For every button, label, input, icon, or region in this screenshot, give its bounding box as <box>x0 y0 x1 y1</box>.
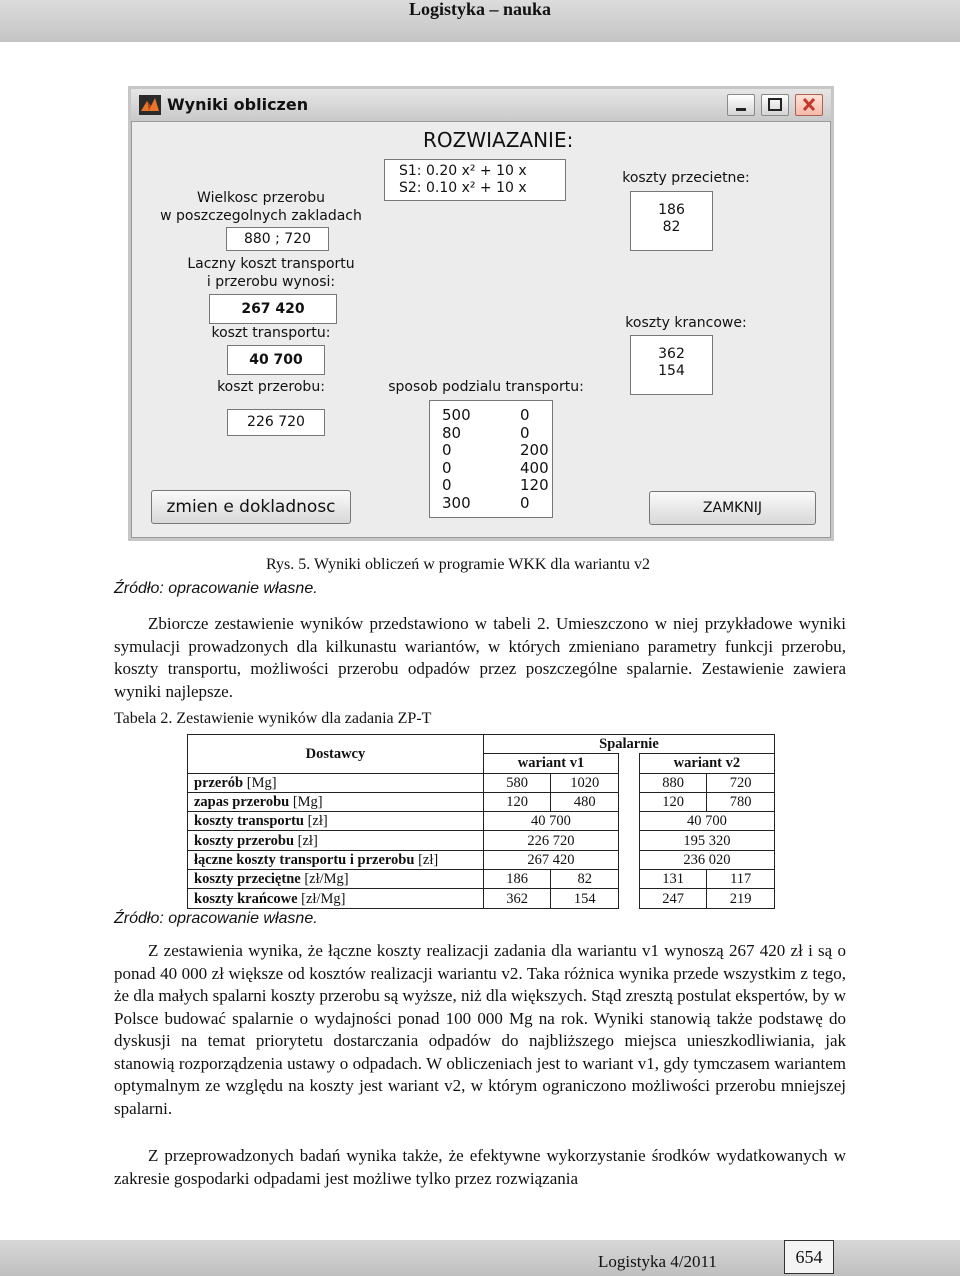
distribution-box <box>429 400 553 518</box>
volume-label-2: w poszczegolnych zakladach <box>160 208 362 224</box>
processing-label: koszt przerobu: <box>217 379 325 395</box>
row-label <box>188 812 484 831</box>
row-label-unit: [Mg] <box>289 794 323 811</box>
row-label-unit: [zł/Mg] <box>297 890 346 907</box>
running-header-title: Logistyka – nauka <box>408 0 552 19</box>
row-label-bold: przerób <box>194 774 244 791</box>
table-gap <box>619 831 640 850</box>
dist-cell: 0 <box>442 476 452 494</box>
total-label-2: i przerobu wynosi: <box>206 274 336 290</box>
cell: 580 <box>483 773 550 792</box>
paragraph-3: Z przeprowadzonych badań wynika także, że efektywne wykorzystanie środków wydatkowanych w zakresie gospodarki odpadami jest możliwe tylko przez rozwiązania <box>114 1146 846 1188</box>
row-label <box>188 773 484 792</box>
row-label-bold: koszty przeciętne <box>194 871 301 888</box>
avg-cost-box <box>630 191 713 251</box>
dist-cell: 80 <box>442 423 462 442</box>
figure-source: Źródło: opracowanie własne. <box>114 580 318 597</box>
row-label <box>188 850 484 869</box>
maximize-button[interactable] <box>761 94 789 116</box>
marginal-cost-box <box>630 335 713 395</box>
minimize-icon <box>728 95 754 115</box>
dist-cell: 0 <box>442 458 452 477</box>
dist-cell: 0 <box>520 406 530 424</box>
table-gap <box>619 792 640 811</box>
table-gap <box>619 870 640 889</box>
window-titlebar <box>131 89 831 122</box>
dist-cell: 0 <box>442 441 452 459</box>
row-label-bold: koszty przerobu <box>194 832 295 849</box>
cell: 1020 <box>551 773 619 792</box>
table-title: Tabela 2. Zestawienie wyników dla zadania ZP-T <box>114 710 432 727</box>
close-button[interactable]: ZAMKNIJ <box>649 491 816 525</box>
dist-cell: 500 <box>442 406 471 424</box>
row-label-bold: koszty krańcowe <box>194 890 298 907</box>
processing-value-box: 226 720 <box>227 409 325 436</box>
dist-cell: 400 <box>520 458 549 477</box>
cell: 720 <box>707 773 775 792</box>
table-gap <box>619 812 640 831</box>
paragraph-1: Zbiorcze zestawienie wyników przedstawiono w tabeli 2. Umieszczono w niej przykładowe wyniki symulacji prowadzonych dla kilkunastu wariantów, w których zmieniano parametry funkcji przerobu, koszty transportu, możliwości przerobu odpadów przez poszczególne spalarnie. Zestawienie zawiera wyniki najlepsze. <box>114 614 846 701</box>
cell: 880 <box>639 773 707 792</box>
distribution-grid <box>442 407 552 512</box>
minimize-button[interactable] <box>727 94 755 116</box>
table-gap <box>619 889 640 908</box>
table-source: Źródło: opracowanie własne. <box>114 910 318 927</box>
page-number: 654 <box>784 1240 834 1274</box>
row-label-unit: [zł] <box>303 813 328 830</box>
row-label <box>188 889 484 908</box>
dist-cell: 0 <box>520 493 530 512</box>
window-title: Wyniki obliczen <box>167 95 309 114</box>
paragraph-2: Z zestawienia wynika, że łączne koszty realizacji zadania dla wariantu v1 wynoszą 267 420 zł i są o ponad 40 000 zł większe od kosztów realizacji wariantu v2. Taka różnica wynika przede wszystkim z tego, że dla małych spalarni koszty przerobu są wyższe, niż dla większych. Stąd zresztą postulat ekspertów, by w Polsce budować spalarnie o wydajności ponad 100 000 Mg na rok. Wyniki stanowią także podstawę do dyskusji na temat priorytetu dostarczania odpadów do najbliższego miejsca unieszkodliwiania, jak stanowią rozporządzenia ustawy o odpadach. W obliczeniach jest to wariant v1, gdy tymczasem wariantem optymalnym ze względu na koszty jest wariant v2, w którym ograniczono możliwości przerobu mniejszej spalarni. <box>114 941 847 1118</box>
avg-cost-value-1: 186 <box>658 202 685 218</box>
header-suppliers: Dostawcy <box>188 735 484 774</box>
cell: 154 <box>551 889 619 908</box>
matlab-app-icon <box>139 95 161 115</box>
dist-cell: 200 <box>520 441 549 459</box>
cell: 362 <box>483 889 550 908</box>
change-accuracy-button[interactable]: zmien e dokladnosc <box>151 490 351 524</box>
table-row <box>188 792 775 811</box>
cell: 186 <box>483 870 550 889</box>
dist-cell: 300 <box>442 493 471 512</box>
transport-value-box: 40 700 <box>227 345 325 375</box>
marginal-cost-value-1: 362 <box>658 346 685 362</box>
cell: 267 420 <box>483 850 618 869</box>
cell: 247 <box>639 889 707 908</box>
row-label-bold: zapas przerobu <box>194 794 290 811</box>
figure-caption: Rys. 5. Wyniki obliczeń w programie WKK dla wariantu v2 <box>266 556 650 573</box>
solution-line-2: S2: 0.10 x² + 10 x <box>399 180 527 196</box>
header-variant-v1: wariant v1 <box>483 754 618 773</box>
dist-cell: 120 <box>520 476 549 494</box>
total-value-box: 267 420 <box>209 294 337 324</box>
cell: 117 <box>707 870 775 889</box>
row-label <box>188 870 484 889</box>
cell: 780 <box>707 792 775 811</box>
close-icon <box>796 95 822 115</box>
cell: 226 720 <box>483 831 618 850</box>
table-row <box>188 812 775 831</box>
row-label-unit: [zł] <box>414 851 439 868</box>
row-label-bold: łączne koszty transportu i przerobu <box>194 851 415 868</box>
volume-value-box: 880 ; 720 <box>226 227 329 251</box>
transport-label: koszt transportu: <box>211 325 331 341</box>
total-label-1: Laczny koszt transportu <box>187 256 355 272</box>
table-row <box>188 870 775 889</box>
avg-cost-value-2: 82 <box>662 219 681 235</box>
avg-cost-label: koszty przecietne: <box>622 170 750 186</box>
cell: 120 <box>639 792 707 811</box>
marginal-cost-label: koszty krancowe: <box>625 315 747 331</box>
solution-box <box>384 159 566 201</box>
table-row <box>188 773 775 792</box>
solution-line-1: S1: 0.20 x² + 10 x <box>399 163 527 179</box>
footer-journal: Logistyka 4/2011 <box>598 1252 717 1271</box>
row-label-unit: [zł/Mg] <box>300 871 349 888</box>
volume-label-1: Wielkosc przerobu <box>197 190 325 206</box>
marginal-cost-value-2: 154 <box>658 363 685 379</box>
close-window-button[interactable] <box>795 94 823 116</box>
table-gap <box>619 754 640 773</box>
cell: 40 700 <box>483 812 618 831</box>
header-incinerators: Spalarnie <box>483 735 774 754</box>
dist-cell: 0 <box>520 423 530 442</box>
row-label-unit: [zł] <box>294 832 318 849</box>
cell: 480 <box>551 792 619 811</box>
results-window <box>128 86 834 541</box>
row-label-unit: [Mg] <box>243 774 277 791</box>
row-label <box>188 831 484 850</box>
table-gap <box>619 850 640 869</box>
cell: 195 320 <box>639 831 774 850</box>
distribution-label: sposob podzialu transportu: <box>388 379 584 395</box>
maximize-icon <box>762 95 788 115</box>
table-row <box>188 850 775 869</box>
table-header-row <box>188 735 775 754</box>
cell: 40 700 <box>639 812 774 831</box>
running-header <box>0 0 960 42</box>
table-row <box>188 889 775 908</box>
cell: 219 <box>707 889 775 908</box>
row-label-bold: koszty transportu <box>194 813 304 830</box>
results-table <box>187 734 775 909</box>
cell: 120 <box>483 792 550 811</box>
cell: 236 020 <box>639 850 774 869</box>
table-row <box>188 831 775 850</box>
row-label <box>188 792 484 811</box>
header-variant-v2: wariant v2 <box>639 754 774 773</box>
table-gap <box>619 773 640 792</box>
solution-heading: ROZWIAZANIE: <box>423 128 574 152</box>
cell: 82 <box>551 870 619 889</box>
cell: 131 <box>639 870 707 889</box>
